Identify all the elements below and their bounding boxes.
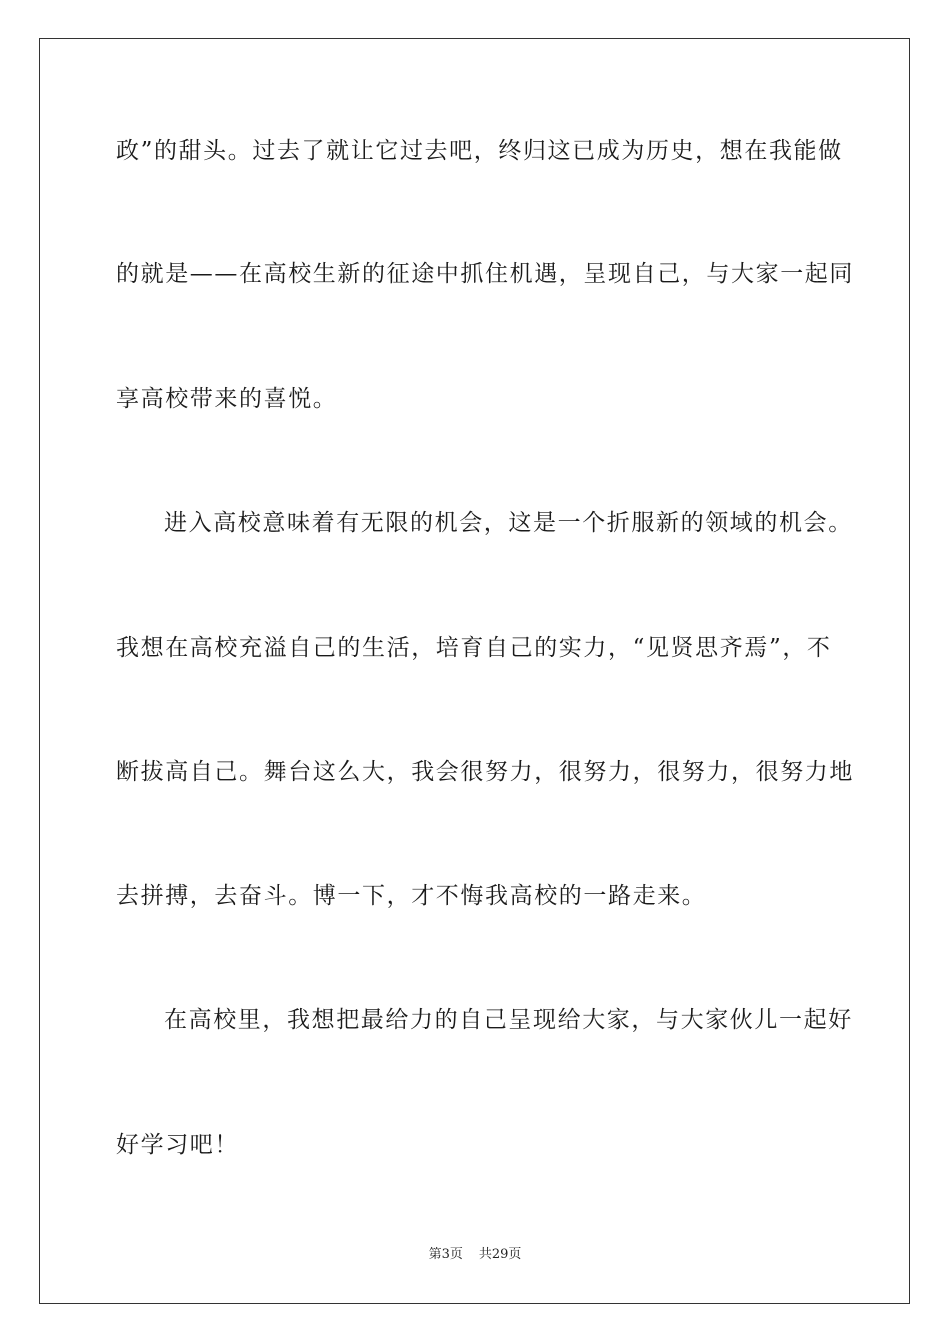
text-line: 好学习吧！ [116, 1132, 239, 1158]
page-border [39, 38, 910, 1304]
text-line: 政”的甜头。过去了就让它过去吧，终归这已成为历史，想在我能做 [116, 138, 843, 164]
text-line: 去拼搏，去奋斗。博一下，才不悔我高校的一路走来。 [116, 883, 707, 909]
paragraph-start-line: 进入高校意味着有无限的机会，这是一个折服新的领域的机会。 [164, 510, 853, 536]
paragraph-start-line: 在高校里，我想把最给力的自己呈现给大家，与大家伙儿一起好 [164, 1007, 853, 1033]
total-page-count: 共29页 [478, 1247, 522, 1262]
text-line: 享高校带来的喜悦。 [116, 386, 338, 412]
page-footer [0, 1247, 950, 1263]
text-line: 的就是——在高校生新的征途中抓住机遇，呈现自己，与大家一起同 [116, 261, 854, 287]
text-line: 我想在高校充溢自己的生活，培育自己的实力，“见贤思齐焉”，不 [116, 635, 832, 661]
text-line: 断拔高自己。舞台这么大，我会很努力，很努力，很努力，很努力地 [116, 759, 854, 785]
current-page-number: 第3页 [428, 1247, 463, 1262]
